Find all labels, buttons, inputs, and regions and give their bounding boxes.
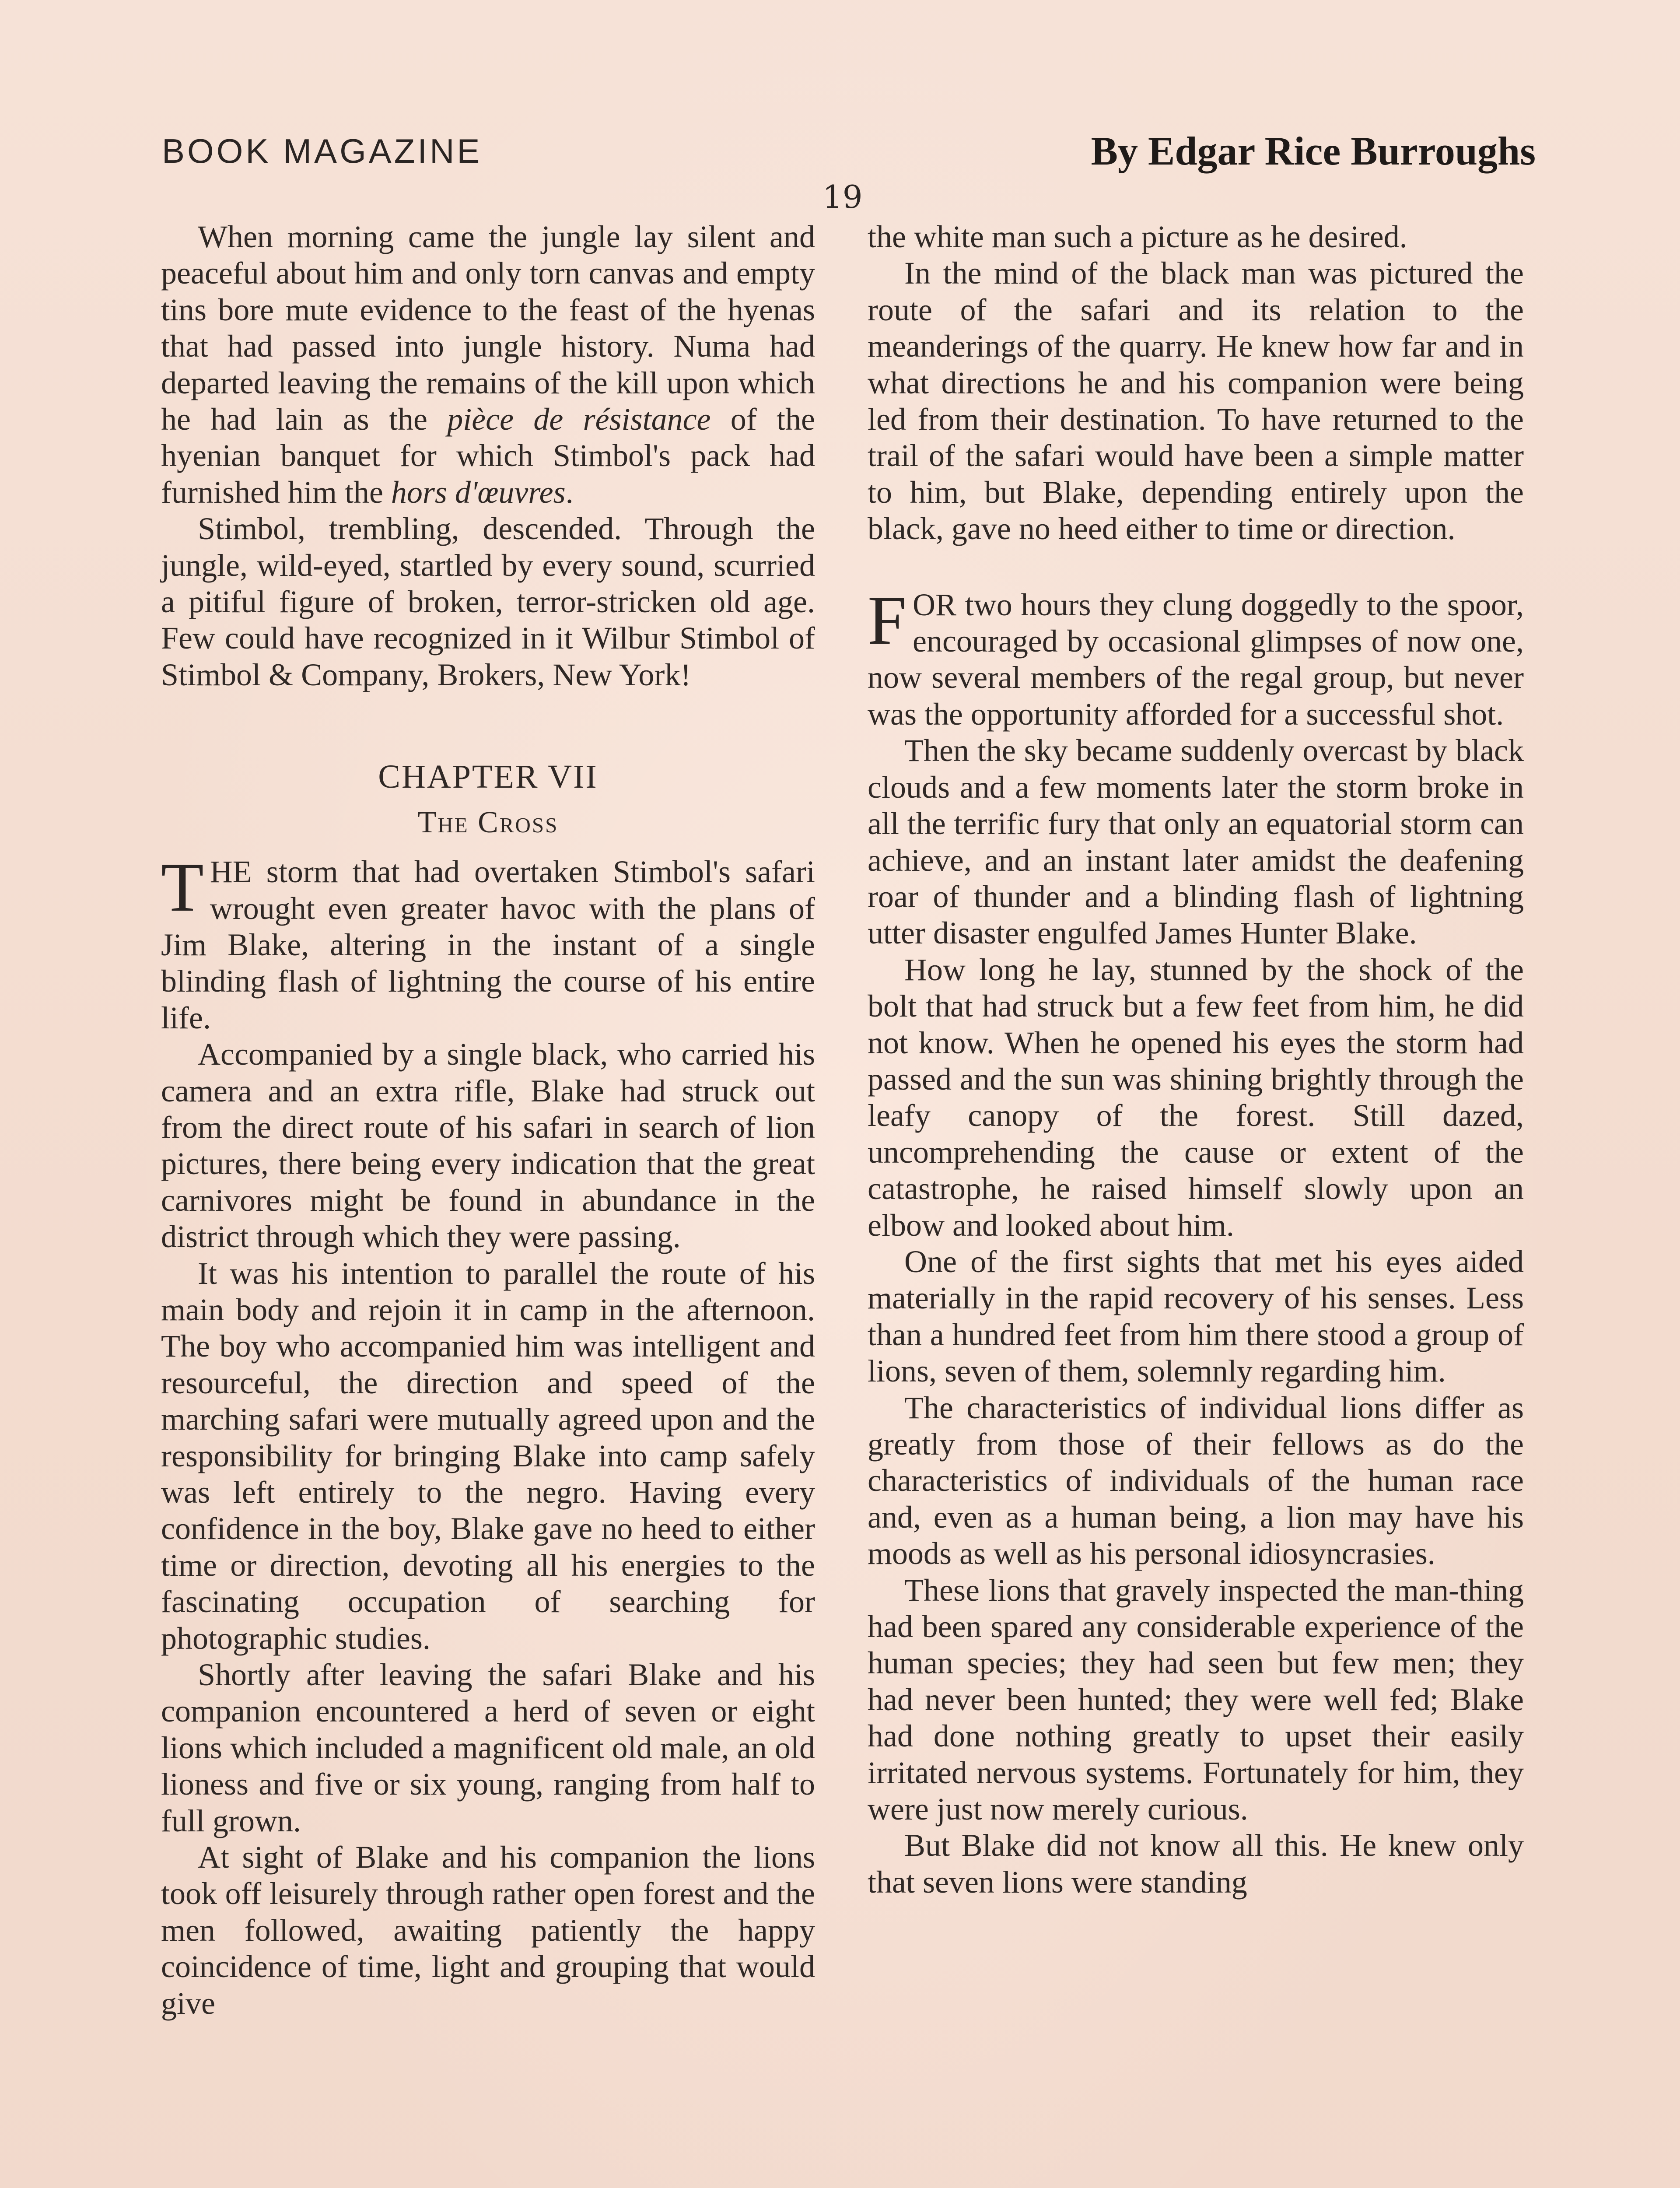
section-break: [868, 547, 1524, 587]
drop-cap: T: [161, 848, 204, 926]
page-number: 19: [822, 179, 863, 215]
magazine-title: BOOK MAGAZINE: [162, 132, 483, 170]
paragraph: How long he lay, stunned by the shock of the bolt that had struck but a few feet from him, he did not know. When he opened his eyes the storm had passed and the sun was shining brightly through the leafy canopy of the forest. Still dazed, uncomprehending the cause or extent of the catastrophe, he raised himself slowly upon an elbow and looked about him.: [868, 952, 1524, 1243]
drop-cap: F: [868, 581, 906, 659]
paragraph: At sight of Blake and his companion the lions took off leisurely through rather open forest and the men followed, awaiting patiently the happy coincidence of time, light and grouping that would give: [161, 1840, 815, 2021]
paragraph: Stimbol, trembling, descended. Through the jungle, wild-eyed, startled by every sound, scurried a pitiful figure of broken, terror-stricken old age. Few could have recognized in it Wilbur Stimbol of Stimbol & Company, Brokers, New York!: [161, 511, 815, 692]
paragraph: In the mind of the black man was pictured the route of the safari and its relation to the meanderings of the quarry. He knew how far and in what directions he and his companion were being led from their destination. To have returned to the trail of the safari would have been a simple matter to him, but Blake, depending entirely upon the black, gave no heed either to time or direction.: [868, 256, 1524, 547]
paragraph: These lions that gravely inspected the man-thing had been spared any considerable experience of the human species; they had seen but few men; they had never been hunted; they were well fed; Blake had done nothing greatly to upset their easily irritated nervous systems. Fortunately for him, they were just now merely curious.: [868, 1572, 1524, 1827]
italic-phrase: pièce de résistance: [447, 402, 711, 437]
paragraph: Then the sky became suddenly overcast by black clouds and a few moments later the storm broke in all the terrific fury that only an equatorial storm can achieve, and an instant later amidst the deafening roar of thunder and a blinding flash of lightning utter disaster engulfed James Hunter Blake.: [868, 733, 1524, 951]
paragraph-text: of the hyenian banquet for which Stimbol's pack had furnished him the: [161, 402, 815, 510]
left-column: [161, 219, 815, 2022]
paragraph: [161, 848, 815, 1036]
chapter-heading: CHAPTER VII: [378, 758, 598, 796]
paragraph-text: OR two hours they clung doggedly to the spoor, encouraged by occasional glimpses of now one, now several members of the regal group, but never was the opportunity afforded for a successful shot.: [868, 587, 1524, 732]
paragraph: The characteristics of individual lions differ as greatly from those of their fellows as do the characteristics of individuals of the human race and, even as a human being, a lion may have his moods as well as his personal idiosyncrasies.: [868, 1390, 1524, 1571]
paragraph: [161, 219, 815, 511]
chapter-subheading: The Cross: [417, 805, 559, 839]
paragraph: the white man such a picture as he desired.: [868, 219, 1407, 254]
paragraph: Accompanied by a single black, who carried his camera and an extra rifle, Blake had struck out from the direct route of his safari in search of lion pictures, there being every indication that the great carnivores might be found in abundance in the district through which they were passing.: [161, 1037, 815, 1255]
paragraph-text: HE storm that had overtaken Stimbol's safari wrought even greater havoc with the plans of Jim Blake, altering in the instant of a single blinding flash of lightning the course of his entire life.: [161, 854, 815, 1035]
paragraph: But Blake did not know all this. He knew only that seven lions were standing: [868, 1828, 1524, 1900]
italic-phrase: hors d'œuvres: [391, 474, 566, 510]
paragraph: Shortly after leaving the safari Blake and his companion encountered a herd of seven or eight lions which included a magnificent old male, an old lioness and five or six young, ranging from half to full grown.: [161, 1657, 815, 1838]
paragraph: One of the first sights that met his eyes aided materially in the rapid recovery of his senses. Less than a hundred feet from him there stood a group of lions, seven of them, solemnly regarding him.: [868, 1244, 1524, 1389]
author-byline: By Edgar Rice Burroughs: [1091, 129, 1536, 173]
right-column: [868, 219, 1524, 1900]
paragraph-text: When morning came the jungle lay silent and peaceful about him and only torn canvas and empty tins bore mute evidence to the feast of the hyenas that had passed into jungle history. Numa had departed leaving the remains of the kill upon which he had lain as the: [161, 219, 815, 437]
paragraph: It was his intention to parallel the route of his main body and rejoin it in camp in the afternoon. The boy who accompanied him was intelligent and resourceful, the direction and speed of the marching safari were mutually agreed upon and the responsibility for bringing Blake into camp safely was left entirely to the negro. Having every confidence in the boy, Blake gave no heed to either time or direction, devoting all his energies to the fascinating occupation of searching for photographic studies.: [161, 1255, 815, 1656]
paragraph: [868, 581, 1524, 733]
paragraph-text: .: [565, 474, 574, 510]
